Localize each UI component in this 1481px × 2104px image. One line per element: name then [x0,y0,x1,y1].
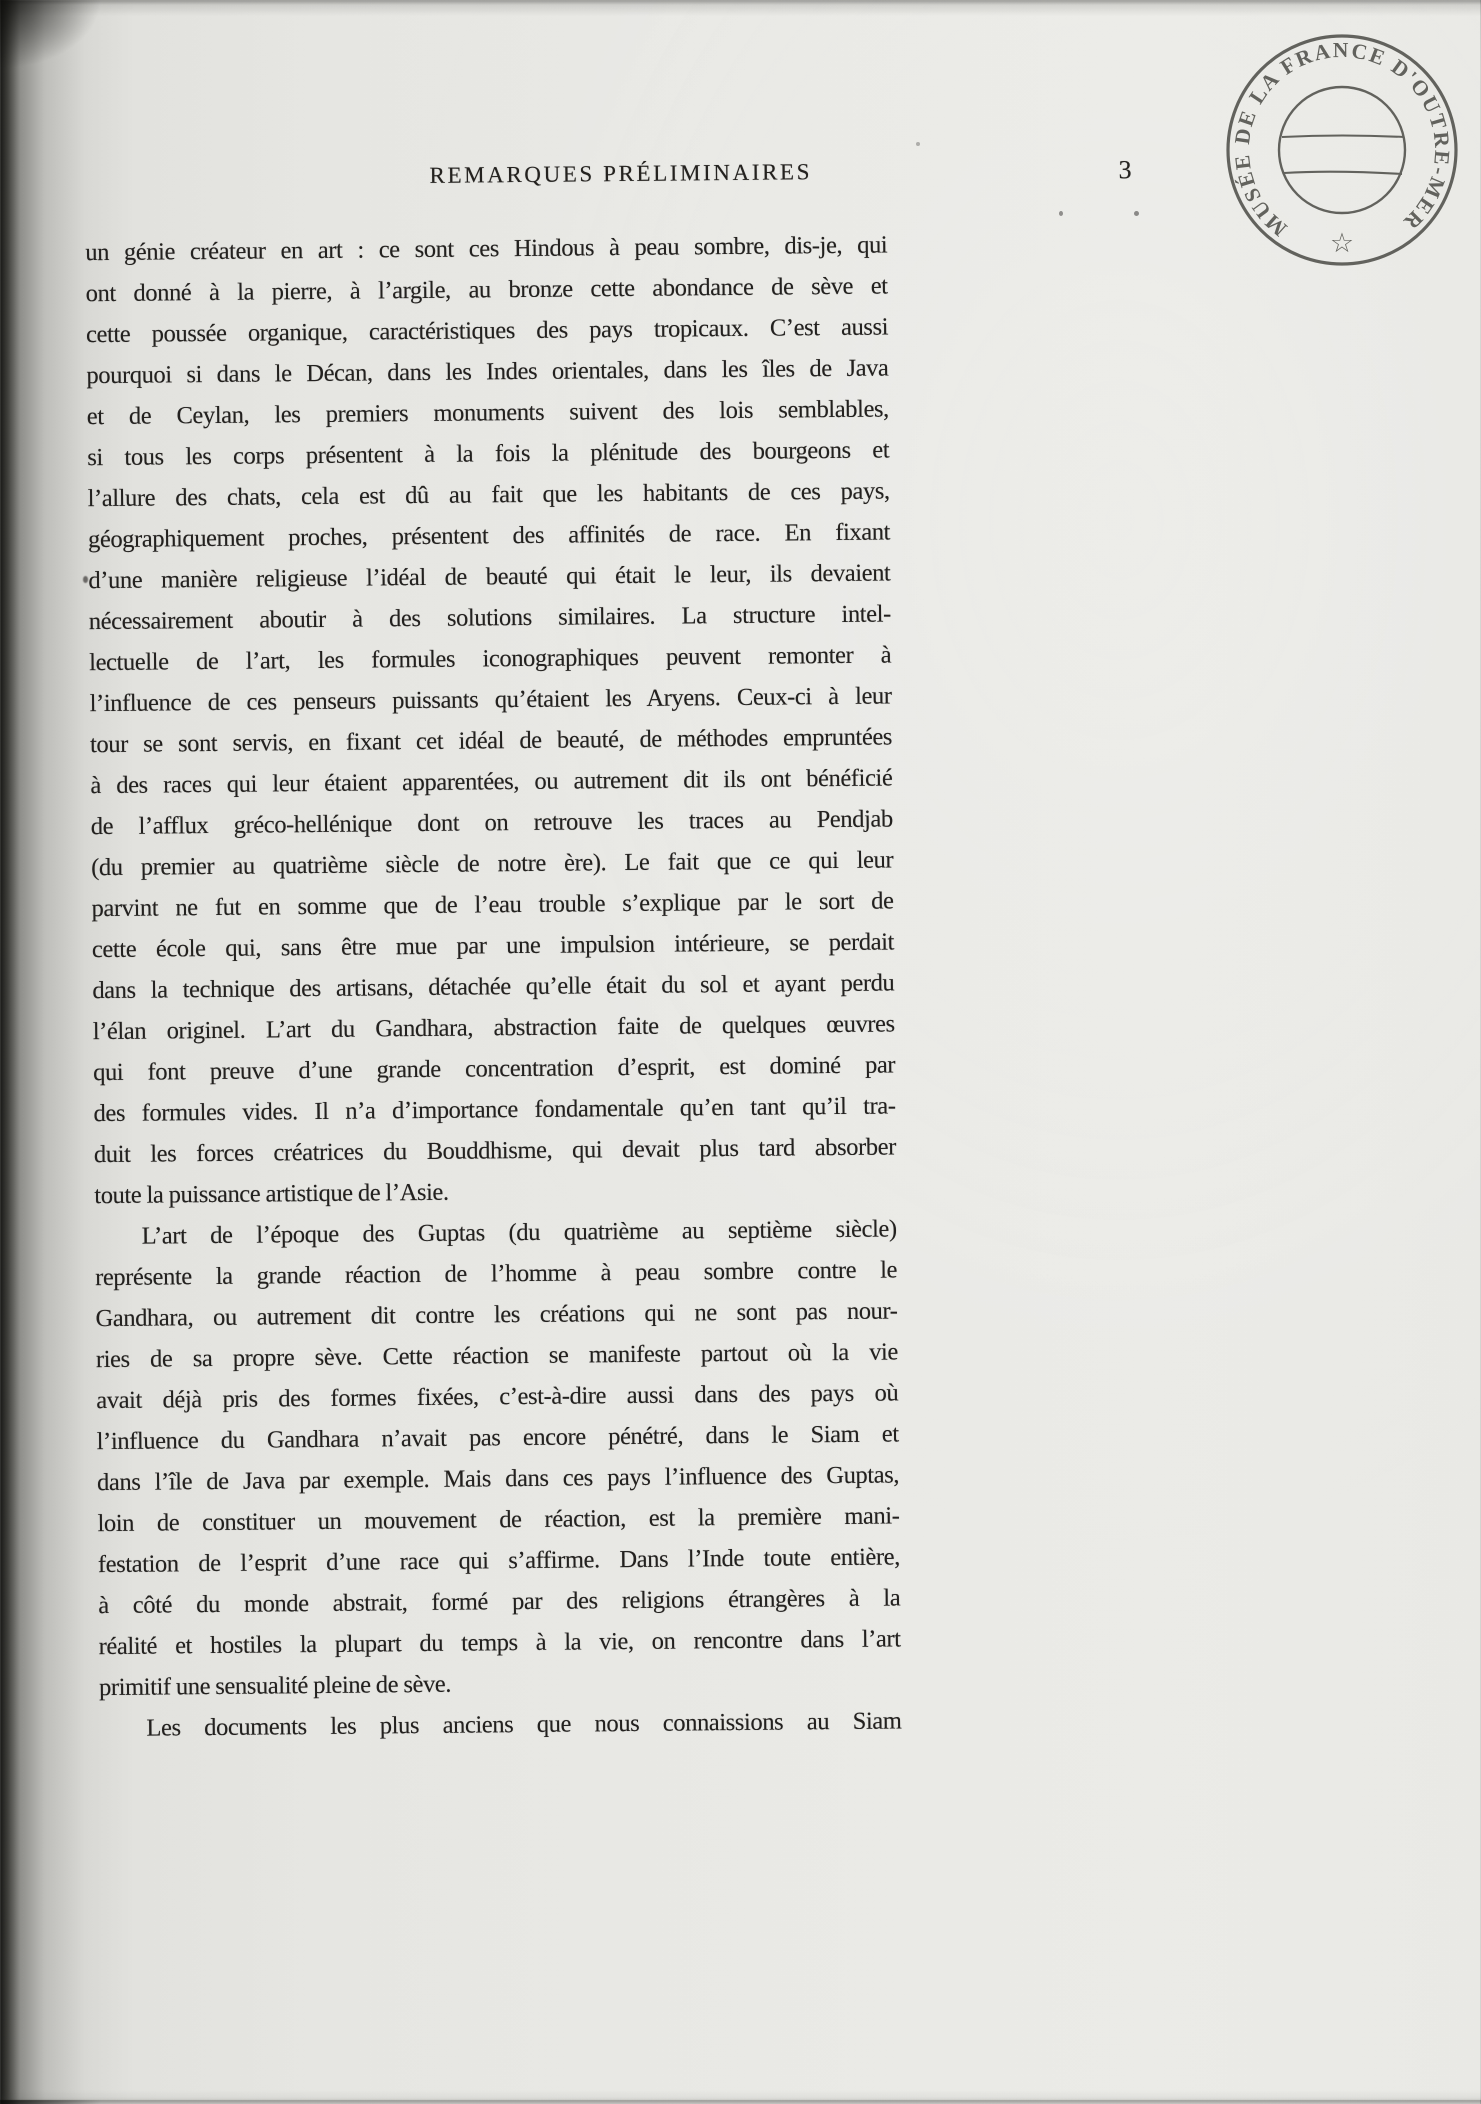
ink-speck [83,576,88,583]
text-line: loin de constituer un mouvement de réaction, est la première mani- [97,1502,900,1538]
text-line: qui font preuve d’une grande concentration d’esprit, est dominé par [93,1051,896,1087]
stamp-rule-line [1282,136,1404,138]
paragraph [85,224,896,1216]
stamp-inner-ring [1279,87,1405,213]
stamp-rule-line [1284,172,1402,174]
text-line: l’influence du Gandhara n’avait pas encore pénétré, dans le Siam et [96,1420,899,1456]
text-line: l’allure des chats, cela est dû au fait que les habitants de ces pays, [87,477,890,513]
text-line: ont donné à la pierre, à l’argile, au bronze cette abondance de sève et [85,272,888,308]
text-line: si tous les corps présentent à la fois la plénitude des bourgeons et [87,436,890,472]
text-line: dans la technique des artisans, détachée qu’elle était du sol et ayant perdu [92,969,895,1005]
text-line: duit les forces créatrices du Bouddhisme, qui devait plus tard absorber [93,1133,897,1169]
text-line: réalité et hostiles la plupart du temps à la vie, on rencontre dans l’art [98,1625,901,1661]
ink-speck [1134,211,1139,216]
text-line: lectuelle de l’art, les formules iconographiques peuvent remonter à [89,641,892,677]
ink-speck [916,142,920,146]
text-line: de l’afflux gréco-hellénique dont on retrouve les traces au Pendjab [90,805,893,841]
text-line: dans l’île de Java par exemple. Mais dans ces pays l’influence des Guptas, [96,1461,900,1497]
text-line: représente la grande réaction de l’homme à peau sombre contre le [95,1256,898,1292]
text-line: l’influence de ces penseurs puissants qu’étaient les Aryens. Ceux-ci à leur [89,682,892,718]
text-line: ries de sa propre sève. Cette réaction se manifeste partout où la vie [95,1338,899,1374]
text-line: parvint ne fut en somme que de l’eau trouble s’explique par le sort de [91,887,894,923]
text-line: nécessairement aboutir à des solutions similaires. La structure intel- [88,600,891,636]
text-line: cette poussée organique, caractéristiques des pays tropicaux. C’est aussi [85,313,889,349]
ink-speck [1059,211,1063,216]
text-line: et de Ceylan, les premiers monuments suivent des lois semblables, [86,395,889,431]
text-line: tour se sont servis, en fixant cet idéal de beauté, de méthodes empruntées [89,723,893,759]
paragraph [99,1700,901,1749]
text-line: géographiquement proches, présentent des affinités de race. En fixant [87,518,891,554]
text-line: (du premier au quatrième siècle de notre ère). Le fait que ce qui leur [91,846,894,882]
text-line: festation de l’esprit d’une race qui s’affirme. Dans l’Inde toute entière, [97,1543,900,1579]
text-line: cette école qui, sans être mue par une impulsion intérieure, se perdait [91,928,895,964]
stamp-arc-text: MUSÉE DE LA FRANCE D'OUTRE-MER [1229,38,1455,241]
text-line: à côté du monde abstrait, formé par des religions étrangères à la [98,1584,901,1620]
text-line: primitif une sensualité pleine de sève. [98,1670,452,1702]
text-line: avait déjà pris des formes fixées, c’est-à-dire aussi dans des pays où [96,1379,899,1415]
text-line: l’élan originel. L’art du Gandhara, abstraction faite de quelques œuvres [92,1010,895,1046]
text-line: un génie créateur en art : ce sont ces Hindous à peau sombre, dis-je, qui [85,231,888,267]
text-line: toute la puissance artistique de l’Asie. [94,1178,449,1210]
running-head-title: REMARQUES PRÉLIMINAIRES [429,159,813,188]
text-line: L’art de l’époque des Guptas (du quatrième au septième siècle) [141,1215,897,1250]
stamp-star-icon: ☆ [1329,228,1355,259]
text-line: des formules vides. Il n’a d’importance fondamentale qu’en tant qu’il tra- [93,1092,896,1128]
paragraph [95,1208,902,1708]
text-line: d’une manière religieuse l’idéal de beauté qui était le leur, ils devaient [88,559,891,595]
text-line: à des races qui leur étaient apparentées, ou autrement dit ils ont bénéficié [90,764,893,800]
text-line: pourquoi si dans le Décan, dans les Indes orientales, dans les îles de Java [86,354,889,390]
library-stamp [1217,25,1467,275]
body-text [85,224,902,1749]
text-line: Gandhara, ou autrement dit contre les créations qui ne sont pas nour- [95,1297,898,1333]
text-line: Les documents les plus anciens que nous connaissions au Siam [146,1707,902,1742]
page-number: 3 [1118,155,1132,185]
